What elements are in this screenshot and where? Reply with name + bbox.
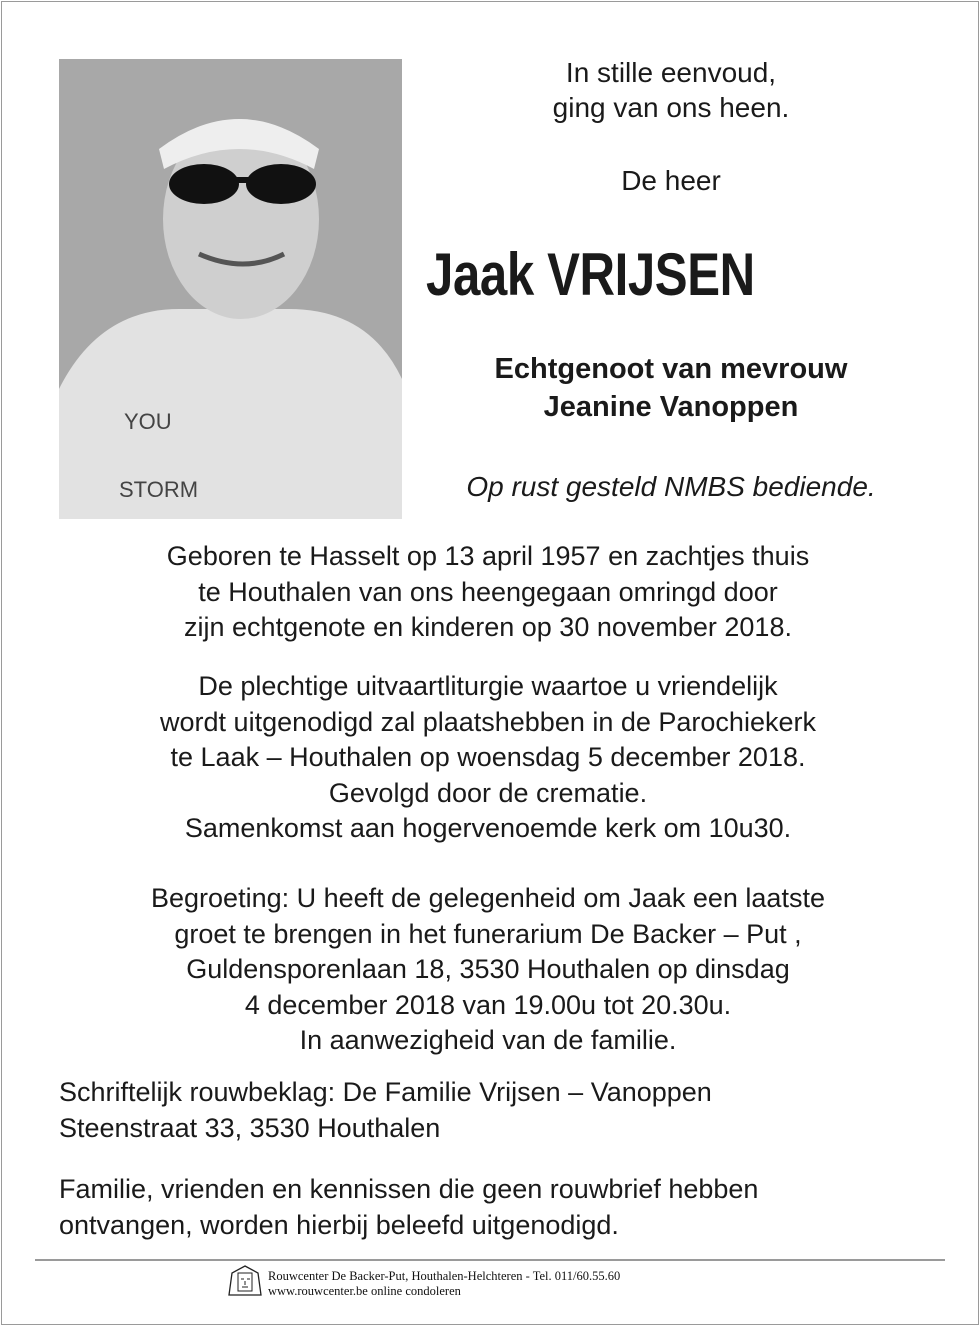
footer: [228, 1265, 620, 1302]
text-line: zijn echtgenote en kinderen op 30 november 2018.: [184, 612, 792, 642]
footer-divider: [35, 1259, 945, 1261]
spouse-name: Jeanine Vanoppen: [543, 391, 799, 423]
text-line: Samenkomst aan hogervenoemde kerk om 10u30.: [184, 813, 792, 843]
intro-line: ging van ons heen.: [552, 92, 790, 123]
funeral-paragraph: [40, 669, 936, 847]
text-line: ontvangen, worden hierbij beleefd uitgenodigd.: [59, 1209, 619, 1240]
condolence-address: [59, 1075, 939, 1146]
portrait-photo: [59, 59, 402, 519]
text-line: Gevolgd door de crematie.: [328, 777, 648, 808]
text-line: Schriftelijk rouwbeklag: De Familie Vrijsen – Vanoppen: [59, 1077, 712, 1107]
text-line: Guldensporenlaan 18, 3530 Houthalen op dinsdag: [186, 954, 790, 984]
footer-contact: Rouwcenter De Backer-Put, Houthalen-Helchteren - Tel. 011/60.55.60: [268, 1268, 621, 1283]
text-line: groet te brengen in het funerarium De Backer – Put ,: [174, 918, 802, 949]
deceased-name: Jaak VRIJSEN: [426, 241, 755, 308]
greeting-paragraph: [40, 881, 936, 1059]
text-line: te Laak – Houthalen op woensdag 5 december 2018.: [170, 742, 806, 772]
text-line: In aanwezigheid van de familie.: [299, 1025, 677, 1055]
invitation-paragraph: [59, 1172, 939, 1243]
text-line: Familie, vrienden en kennissen die geen rouwbrief hebben: [59, 1174, 759, 1204]
intro-text: [420, 55, 922, 125]
birth-paragraph: [40, 539, 936, 646]
text-line: te Houthalen van ons heengegaan omringd door: [198, 576, 778, 607]
text-line: De plechtige uitvaartliturgie waartoe u vriendelijk: [198, 671, 778, 701]
text-line: wordt uitgenodigd zal plaatshebben in de Parochiekerk: [160, 706, 816, 737]
honorific: De heer: [621, 165, 721, 196]
text-line: Steenstraat 33, 3530 Houthalen: [59, 1112, 441, 1143]
intro-line: In stille eenvoud,: [565, 57, 777, 88]
svg-text:STORM: STORM: [119, 477, 199, 502]
occupation: Op rust gesteld NMBS bediende.: [466, 471, 876, 502]
footer-website: www.rouwcenter.be online condoleren: [268, 1283, 461, 1298]
text-line: Begroeting: U heeft de gelegenheid om Jaak een laatste: [151, 883, 825, 913]
text-line: Geboren te Hasselt op 13 april 1957 en zachtjes thuis: [166, 541, 810, 571]
spouse-block: [420, 350, 922, 426]
svg-text:YOU: YOU: [124, 409, 172, 434]
text-line: 4 december 2018 van 19.00u tot 20.30u.: [244, 989, 732, 1020]
spouse-line: Echtgenoot van mevrouw: [494, 353, 848, 385]
pharaoh-head-logo-icon: [228, 1265, 262, 1302]
